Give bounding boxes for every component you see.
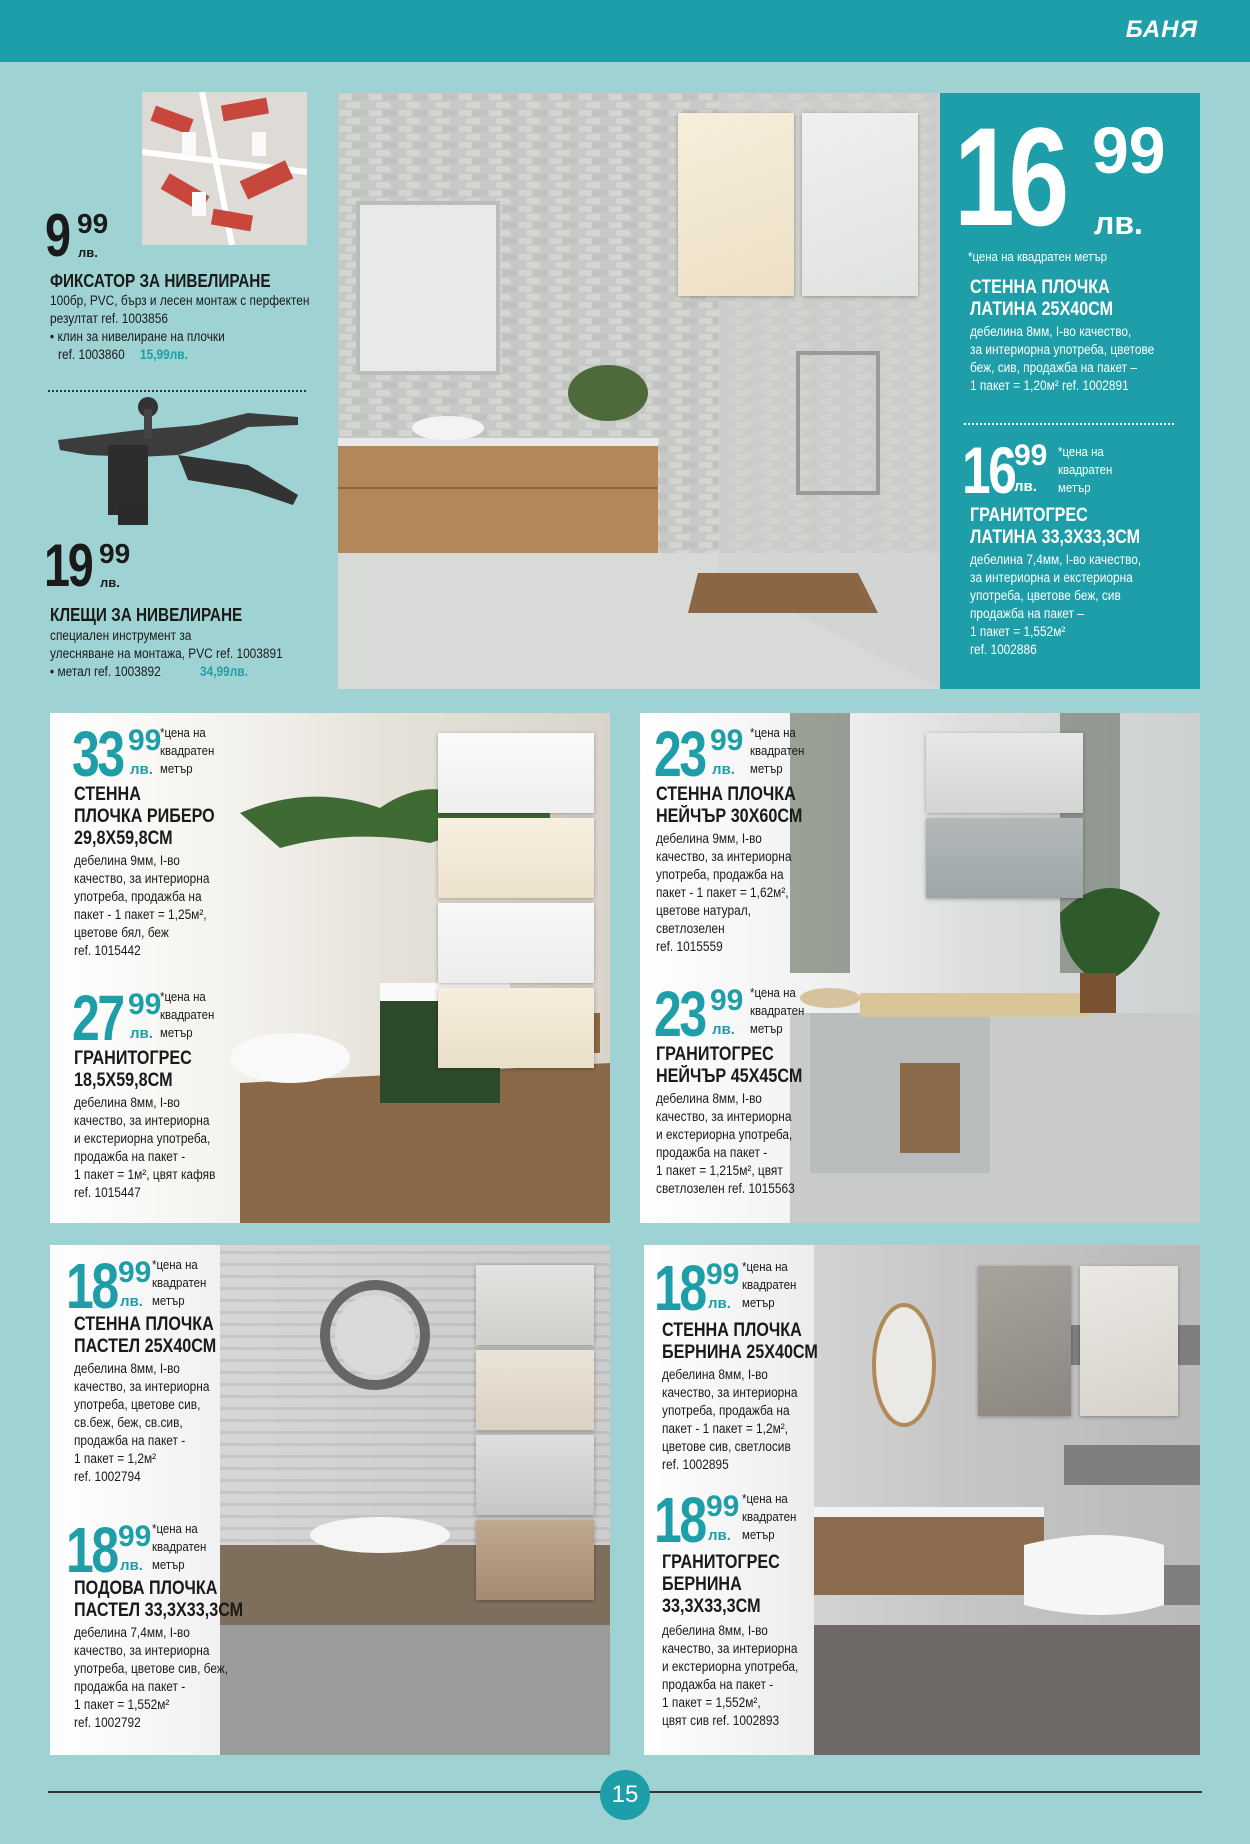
ribero-wall-note-1: *цена на	[160, 725, 206, 740]
nature-floor-title-2: НЕЙЧЪР 45Х45СМ	[656, 1066, 803, 1087]
pastel-floor-desc-5: 1 пакет = 1,552м²	[74, 1697, 170, 1712]
fixator-ref2: ref. 1003860	[58, 347, 125, 362]
bernina-floor-note-3: метър	[742, 1527, 775, 1542]
bernina-floor-desc-2: качество, за интериорна	[662, 1641, 798, 1656]
nature-floor-desc-4: продажба на пакет -	[656, 1145, 768, 1160]
nature-wall-desc-6: светлозелен	[656, 921, 725, 936]
ribero-white-swatch-2	[438, 903, 594, 983]
pastel-floor-desc-3: употреба, цветове сив, беж,	[74, 1661, 229, 1676]
ribero-floor-desc-5: 1 пакет = 1м², цвят кафяв	[74, 1167, 216, 1182]
bernina-floor-title-2: БЕРНИНА	[662, 1574, 742, 1595]
section-header	[0, 0, 1250, 62]
pastel-lightgrey-swatch	[476, 1435, 594, 1515]
tools-divider	[48, 390, 306, 392]
ribero-floor-note-1: *цена на	[160, 989, 206, 1004]
ribero-white-swatch-1	[438, 733, 594, 813]
page-number: 15	[600, 1770, 650, 1820]
bernina-wall-note-3: метър	[742, 1295, 775, 1310]
bernina-floor-note-1: *цена на	[742, 1491, 788, 1506]
ribero-wall-desc-2: качество, за интериорна	[74, 871, 210, 886]
pastel-wall-note-3: метър	[152, 1293, 185, 1308]
pliers-price2: 34,99лв.	[200, 664, 248, 679]
ribero-wall-desc-4: пакет - 1 пакет = 1,25м²,	[74, 907, 207, 922]
fixator-desc-1: 100бр, PVC, бърз и лесен монтаж с перфектен	[50, 293, 310, 308]
nature-lightgreen-swatch	[926, 818, 1083, 898]
ribero-floor-desc-2: качество, за интериорна	[74, 1113, 210, 1128]
bernina-floor-title-3: 33,3Х33,3СМ	[662, 1596, 761, 1617]
pastel-wall-desc-5: продажба на пакет -	[74, 1433, 186, 1448]
pastel-wall-price: 18 99 лв.	[66, 1250, 152, 1322]
pastel-floor-price: 18 99 лв.	[66, 1514, 152, 1586]
ribero-wall-desc-6: ref. 1015442	[74, 943, 141, 958]
pastel-wall-desc-7: ref. 1002794	[74, 1469, 141, 1484]
nature-floor-title-1: ГРАНИТОГРЕС	[656, 1044, 774, 1065]
bernina-floor-desc-3: и екстериорна употреба,	[662, 1659, 799, 1674]
pastel-wall-desc-4: св.беж, беж, св.сив,	[74, 1415, 183, 1430]
pastel-floor-note-1: *цена на	[152, 1521, 198, 1536]
bernina-wall-desc-5: цветове сив, светлосив	[662, 1439, 791, 1454]
bernina-floor-note-2: квадратен	[742, 1509, 797, 1524]
ribero-floor-desc-1: дебелина 8мм, I-во	[74, 1095, 180, 1110]
bernina-lightgrey-swatch	[1080, 1266, 1178, 1416]
pastel-floor-desc-6: ref. 1002792	[74, 1715, 141, 1730]
pastel-wall-note-2: квадратен	[152, 1275, 207, 1290]
nature-wall-desc-2: качество, за интериорна	[656, 849, 792, 864]
nature-wall-title-1: СТЕННА ПЛОЧКА	[656, 784, 796, 805]
ribero-wall-note-3: метър	[160, 761, 193, 776]
nature-wall-desc-1: дебелина 9мм, I-во	[656, 831, 762, 846]
ribero-floor-title-2: 18,5Х59,8СМ	[74, 1070, 173, 1091]
fixator-title: ФИКСАТОР ЗА НИВЕЛИРАНЕ	[50, 271, 271, 291]
latina-wall-note: *цена на квадратен метър	[968, 249, 1107, 264]
nature-floor-desc-3: и екстериорна употреба,	[656, 1127, 793, 1142]
nature-floor-price: 23 99 лв.	[654, 978, 744, 1050]
latina-floor-desc-1: дебелина 7,4мм, I-во качество,	[970, 552, 1142, 567]
bernina-wall-desc-6: ref. 1002895	[662, 1457, 729, 1472]
bernina-wall-note-2: квадратен	[742, 1277, 797, 1292]
latina-floor-desc-4: продажба на пакет –	[970, 606, 1084, 621]
latina-wall-title-2: ЛАТИНА 25Х40СМ	[970, 299, 1114, 320]
latina-floor-desc-6: ref. 1002886	[970, 642, 1037, 657]
nature-floor-note-2: квадратен	[750, 1003, 805, 1018]
latina-beige-swatch	[678, 113, 794, 296]
ribero-floor-desc-4: продажба на пакет -	[74, 1149, 186, 1164]
section-title: БАНЯ	[1125, 16, 1198, 43]
bernina-floor-title-1: ГРАНИТОГРЕС	[662, 1552, 780, 1573]
ribero-wall-price: 33 99 лв.	[72, 718, 162, 790]
ribero-beige-swatch-1	[438, 818, 594, 898]
latina-floor-desc-2: за интериорна и екстериорна	[970, 570, 1133, 585]
pastel-wall-title-1: СТЕННА ПЛОЧКА	[74, 1314, 214, 1335]
bernina-floor-desc-6: цвят сив ref. 1002893	[662, 1713, 780, 1728]
nature-wall-title-2: НЕЙЧЪР 30Х60СМ	[656, 806, 803, 827]
bernina-wall-desc-2: качество, за интериорна	[662, 1385, 798, 1400]
ribero-floor-note-2: квадратен	[160, 1007, 215, 1022]
latina-floor-desc-5: 1 пакет = 1,552м²	[970, 624, 1066, 639]
latina-grey-swatch	[802, 113, 918, 296]
nature-wall-note-3: метър	[750, 761, 783, 776]
ribero-floor-note-3: метър	[160, 1025, 193, 1040]
latina-floor-price: 16 99 лв.	[962, 433, 1048, 507]
nature-floor-note-3: метър	[750, 1021, 783, 1036]
bernina-wall-note-1: *цена на	[742, 1259, 788, 1274]
nature-wall-desc-5: цветове натурал,	[656, 903, 751, 918]
pastel-wall-title-2: ПАСТЕЛ 25Х40СМ	[74, 1336, 217, 1357]
latina-floor-title-2: ЛАТИНА 33,3Х33,3СМ	[970, 527, 1141, 548]
ribero-wall-desc-3: употреба, продажба на	[74, 889, 202, 904]
pliers-desc-1: специален инструмент за	[50, 628, 192, 643]
latina-floor-desc-3: употреба, цветове беж, сив	[970, 588, 1121, 603]
ribero-floor-desc-6: ref. 1015447	[74, 1185, 141, 1200]
bernina-wall-desc-1: дебелина 8мм, I-во	[662, 1367, 768, 1382]
latina-wall-desc-4: 1 пакет = 1,20м² ref. 1002891	[970, 378, 1129, 393]
ribero-floor-title-1: ГРАНИТОГРЕС	[74, 1048, 192, 1069]
pliers-price: 19 99 лв.	[44, 532, 131, 599]
ribero-wall-note-2: квадратен	[160, 743, 215, 758]
pastel-wall-desc-1: дебелина 8мм, I-во	[74, 1361, 180, 1376]
latina-floor-note-1: *цена на	[1058, 444, 1104, 459]
nature-floor-note-1: *цена на	[750, 985, 796, 1000]
pastel-wall-desc-2: качество, за интериорна	[74, 1379, 210, 1394]
bernina-floor-price: 18 99 лв.	[654, 1484, 740, 1556]
latina-wall-desc-2: за интериорна употреба, цветове	[970, 342, 1155, 357]
latina-floor-note-3: метър	[1058, 480, 1091, 495]
fixator-desc-2: резултат ref. 1003856	[50, 311, 168, 326]
nature-wall-desc-7: ref. 1015559	[656, 939, 723, 954]
pastel-floor-note-2: квадратен	[152, 1539, 207, 1554]
pliers-title: КЛЕЩИ ЗА НИВЕЛИРАНЕ	[50, 605, 243, 625]
nature-wall-note-1: *цена на	[750, 725, 796, 740]
bernina-floor-desc-5: 1 пакет = 1,552м²,	[662, 1695, 761, 1710]
pastel-wall-desc-6: 1 пакет = 1,2м²	[74, 1451, 157, 1466]
nature-wall-desc-4: пакет - 1 пакет = 1,62м²,	[656, 885, 789, 900]
pastel-floor-desc-1: дебелина 7,4мм, I-во	[74, 1625, 190, 1640]
pastel-floor-title-1: ПОДОВА ПЛОЧКА	[74, 1578, 218, 1599]
leveling-pliers-image	[48, 395, 308, 535]
latina-price-panel	[940, 93, 1200, 689]
fixator-desc-3: • клин за нивелиране на плочки	[50, 329, 225, 344]
bernina-wall-title-2: БЕРНИНА 25Х40СМ	[662, 1342, 818, 1363]
ribero-floor-price: 27 99 лв.	[72, 982, 162, 1054]
ribero-beige-swatch-2	[438, 988, 594, 1068]
pastel-floor-desc-2: качество, за интериорна	[74, 1643, 210, 1658]
pliers-desc-3: • метал ref. 1003892	[50, 664, 161, 679]
pastel-lightbeige-swatch	[476, 1350, 594, 1430]
ribero-wall-title-1: СТЕННА	[74, 784, 141, 805]
nature-floor-desc-5: 1 пакет = 1,215м², цвят	[656, 1163, 783, 1178]
ribero-wall-desc-1: дебелина 9мм, I-во	[74, 853, 180, 868]
pastel-floor-desc-4: продажба на пакет -	[74, 1679, 186, 1694]
bernina-wall-price: 18 99 лв.	[654, 1252, 740, 1324]
fixator-price: 9 99 лв.	[45, 202, 109, 269]
bernina-floor-desc-1: дебелина 8мм, I-во	[662, 1623, 768, 1638]
pliers-desc-2: улесняване на монтажа, PVC ref. 1003891	[50, 646, 283, 661]
nature-wall-note-2: квадратен	[750, 743, 805, 758]
pastel-grey-swatch	[476, 1265, 594, 1345]
bernina-grey-swatch	[978, 1266, 1071, 1416]
pastel-beige-swatch	[476, 1520, 594, 1600]
ribero-wall-title-3: 29,8Х59,8СМ	[74, 828, 173, 849]
bernina-floor-desc-4: продажба на пакет -	[662, 1677, 774, 1692]
latina-wall-desc-1: дебелина 8мм, I-во качество,	[970, 324, 1132, 339]
nature-wall-price: 23 99 лв.	[654, 718, 744, 790]
pastel-floor-note-3: метър	[152, 1557, 185, 1572]
nature-natural-swatch	[926, 733, 1083, 813]
pastel-floor-title-2: ПАСТЕЛ 33,3Х33,3СМ	[74, 1600, 244, 1621]
ribero-wall-desc-5: цветове бял, беж	[74, 925, 169, 940]
latina-floor-note-2: квадратен	[1058, 462, 1113, 477]
ribero-wall-title-2: ПЛОЧКА РИБЕРО	[74, 806, 215, 827]
nature-floor-desc-2: качество, за интериорна	[656, 1109, 792, 1124]
ribero-floor-desc-3: и екстериорна употреба,	[74, 1131, 211, 1146]
nature-wall-desc-3: употреба, продажба на	[656, 867, 784, 882]
latina-wall-price: 16 99 лв.	[954, 98, 1166, 255]
nature-floor-desc-6: светлозелен ref. 1015563	[656, 1181, 795, 1196]
pastel-wall-desc-3: употреба, цветове сив,	[74, 1397, 201, 1412]
bernina-wall-title-1: СТЕННА ПЛОЧКА	[662, 1320, 802, 1341]
latina-divider	[964, 423, 1174, 425]
latina-wall-desc-3: беж, сив, продажба на пакет –	[970, 360, 1138, 375]
nature-floor-desc-1: дебелина 8мм, I-во	[656, 1091, 762, 1106]
leveling-clips-image	[142, 92, 307, 245]
bernina-wall-desc-3: употреба, продажба на	[662, 1403, 790, 1418]
latina-wall-title-1: СТЕННА ПЛОЧКА	[970, 277, 1110, 298]
bernina-wall-desc-4: пакет - 1 пакет = 1,2м²,	[662, 1421, 789, 1436]
latina-floor-title-1: ГРАНИТОГРЕС	[970, 505, 1088, 526]
fixator-price2: 15,99лв.	[140, 347, 188, 362]
pastel-wall-note-1: *цена на	[152, 1257, 198, 1272]
